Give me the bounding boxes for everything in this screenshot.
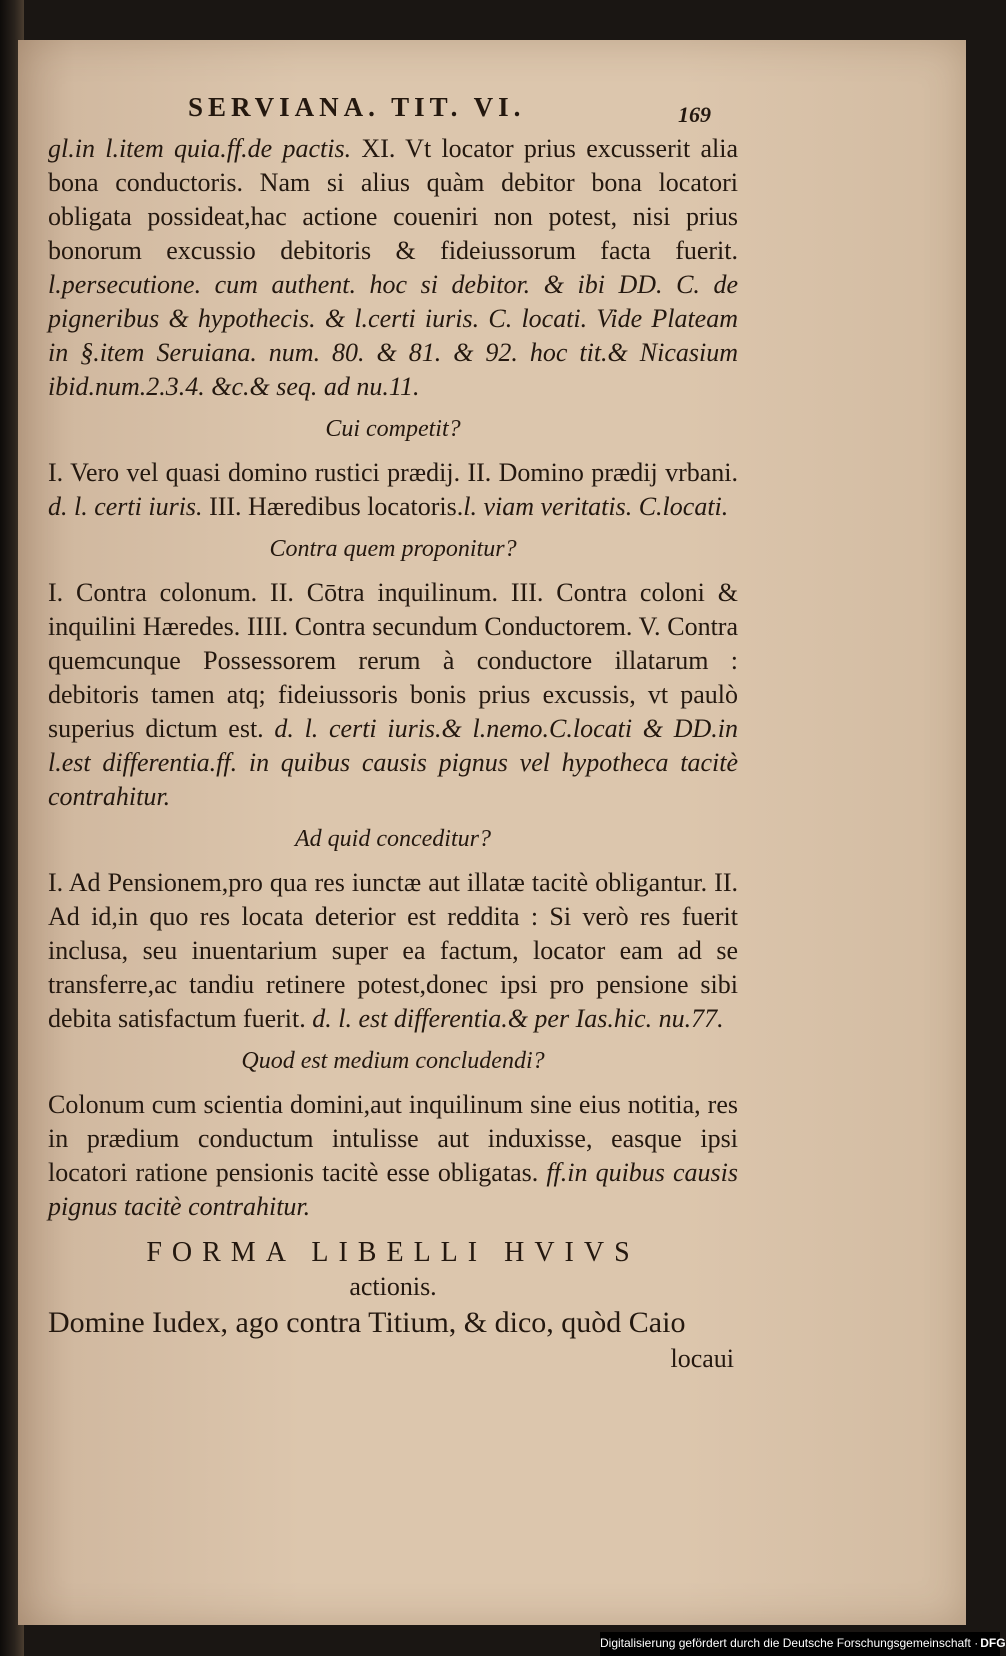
paragraph-text: I. Vero vel quasi domino rustici prædij. II. Domino prædij vrbani. [48,458,738,487]
dfg-logo: DFG [980,1636,1006,1650]
paragraph-2 [48,456,738,524]
paragraph-text: Colonum cum scientia domini,aut inquilinum sine eius notitia, res in prædium conductum intulisse aut induxisse, easque ipsi locatori ratione pensionis tacitè esse obligatas. [48,1090,738,1187]
citation: l. viam veritatis. C.locati. [463,492,729,521]
citation: d. l. est differentia.& per Ias.hic. nu.77. [312,1004,724,1033]
section-heading: Ad quid conceditur? [295,826,491,852]
paragraph-text: III. Hæredibus locatoris. [202,492,464,521]
paragraph-5 [48,1088,738,1224]
book-page [18,40,966,1625]
page-number: 169 [678,102,711,127]
footer-text: Digitalisierung gefördert durch die Deutsche Forschungsgemeinschaft · [600,1636,979,1650]
paragraph-1 [48,132,738,404]
paragraph-text: I. Contra colonum. II. Cōtra inquilinum. III. Contra coloni & inquilini Hæredes. IIII. Contra secundum Conductorem. V. Contra quemcunque Possessorem rerum à conductore illatarum : debitoris tamen atq; fideiussoris bonis prius excussis, vt paulò superius dictum est. [48,578,738,743]
citation: l.persecutione. cum authent. hoc si debitor. & ibi DD. C. de pigneribus & hypothecis. & l.certi iuris. C. locati. Vide Plateam in §.item Seruiana. num. 80. & 81. & 92. hoc tit.& Nicasium ibid.num.2.3.4. &c.& seq. ad nu.11. [48,270,738,401]
section-heading: Contra quem proponitur? [269,536,517,562]
citation: d. l. certi iuris.& l.nemo.C.locati & DD.in l.est differentia.ff. in quibus causis pignus vel hypotheca tacitè contrahitur. [48,714,738,811]
paragraph-4 [48,866,738,1036]
running-head: SERVIANA. TIT. VI. [188,92,526,122]
form-subtitle: actionis. [349,1272,437,1301]
paragraph-6: Domine Iudex, ago contra Titium, & dico, quòd Caio [48,1306,686,1339]
section-heading: Quod est medium concludendi? [241,1048,545,1074]
text-block [48,132,738,1376]
citation: ff.in quibus causis pignus tacitè contrahitur. [48,1158,738,1221]
citation: d. l. certi iuris. [48,492,203,521]
digitization-footer [600,1632,1006,1656]
catchword: locaui [670,1344,734,1373]
paragraph-text: I. Ad Pensionem,pro qua res iunctæ aut illatæ tacitè obligantur. II. Ad id,in quo res locata deterior est reddita : Si verò res fuerit inclusa, seu inuentarium super ea factum, locator eam ad se transferre,ac tandiu retinere potest,donec ipsi pro pensione sibi debita satisfactum fuerit. [48,868,738,1033]
section-heading: Cui competit? [325,416,461,442]
form-title: FORMA LIBELLI HVIVS [146,1237,640,1268]
paragraph-3 [48,576,738,814]
citation: gl.in l.item quia.ff.de pactis. [48,134,352,163]
paragraph-text: XI. Vt locator prius excusserit alia bona conductoris. Nam si alius quàm debitor bona locatori obligata possideat,hac actione coueniri non potest, nisi prius bonorum excussio debitoris & fideiussorum facta fuerit. [48,134,738,265]
